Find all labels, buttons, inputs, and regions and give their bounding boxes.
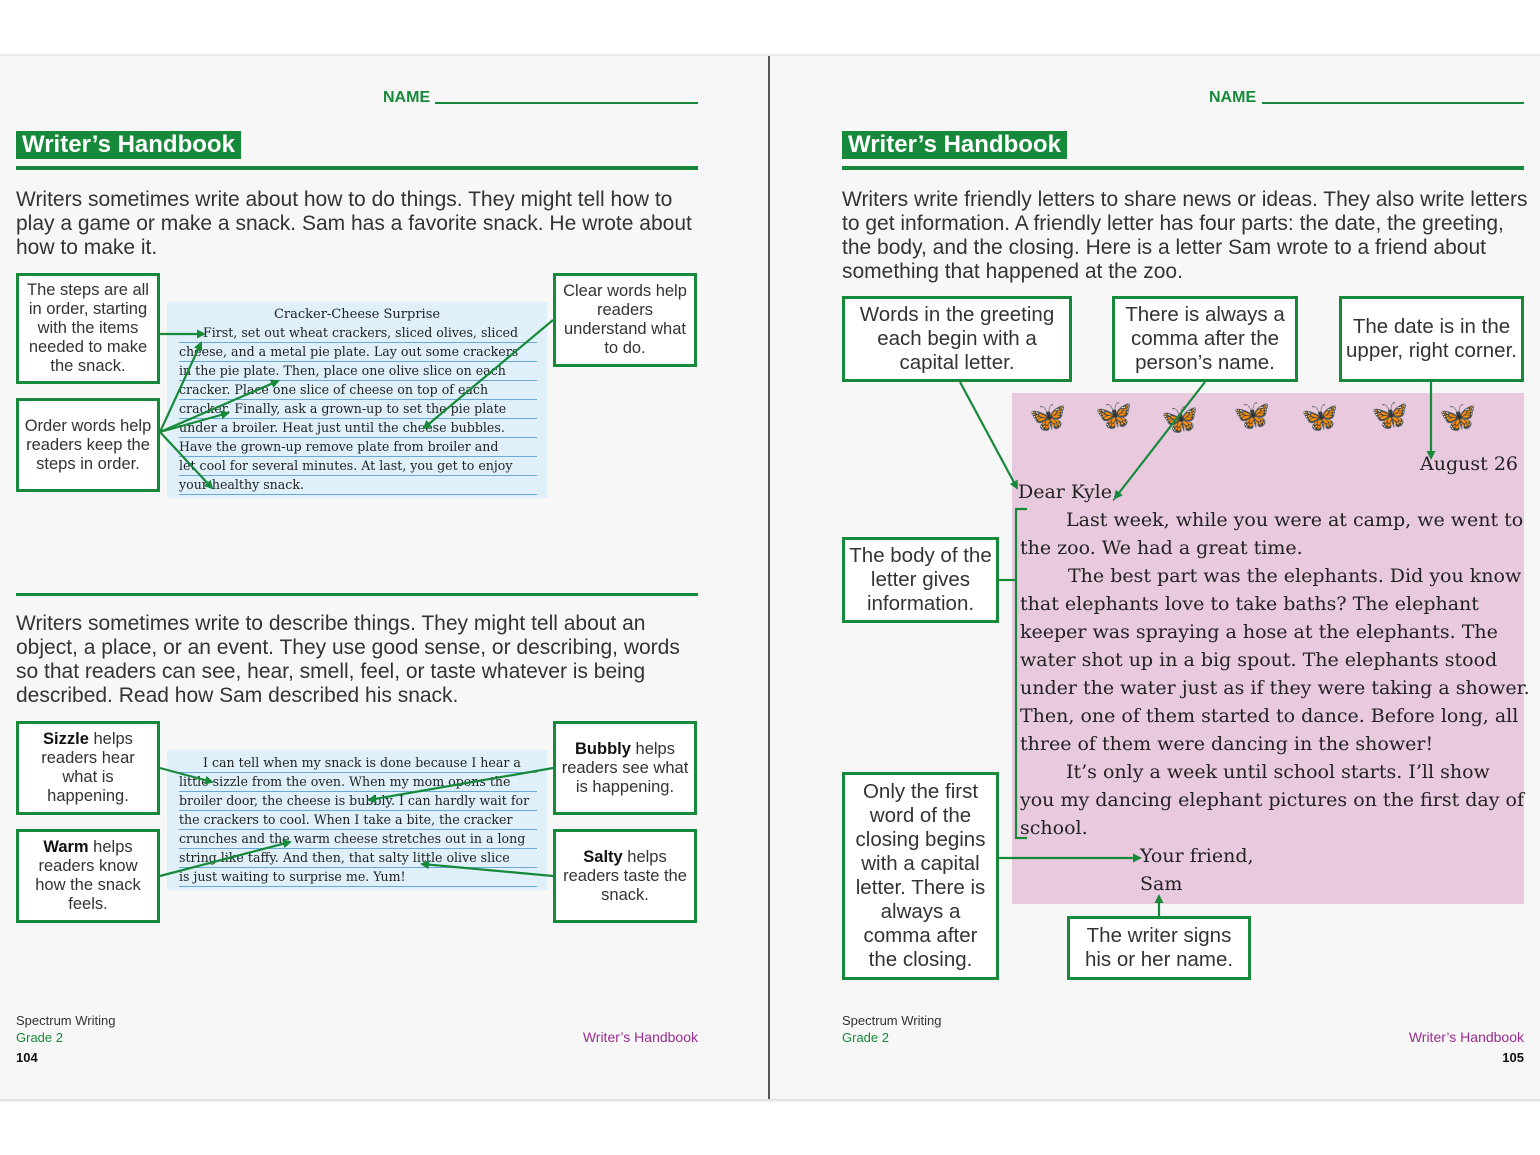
callout-keyword: Bubbly [575, 739, 631, 758]
callout-text: helps readers hear what is happening. [41, 730, 135, 805]
section-rule [16, 166, 698, 170]
callout-greeting: Words in the greeting each begin with a capital letter. [842, 296, 1072, 382]
snack-line: your healthy snack. [179, 476, 537, 495]
letter-body-line: the zoo. We had a great time. [1020, 537, 1303, 559]
footer-grade: Grade 2 [842, 1030, 889, 1045]
name-label: NAME [383, 89, 431, 106]
page-number: 105 [1502, 1050, 1524, 1065]
letter-body-line: that elephants love to take baths? The elephant [1020, 593, 1479, 615]
describe-intro: Writers sometimes write to describe things. They might tell about an object, a place, or an event. They use good sense, or describing, words so that readers can see, hear, smell, feel, or taste whatever is being described. Read how Sam described his snack. [16, 612, 680, 707]
snack-line: let cool for several minutes. At last, you get to enjoy [179, 457, 537, 476]
callout-keyword: Sizzle [43, 730, 89, 748]
letter-body-line: water shot up in a big spout. The elephants stood [1020, 649, 1498, 671]
letter-body-line: It’s only a week until school starts. I’ll show [1066, 761, 1490, 783]
callout-closing: Only the first word of the closing begins with a capital letter. There is always a comma after the closing. [842, 772, 999, 980]
letter-date: August 26 [1420, 453, 1518, 475]
friendly-letter [1012, 393, 1530, 904]
letter-body-line: three of them were dancing in the shower! [1020, 733, 1434, 755]
callout-date: The date is in the upper, right corner. [1339, 296, 1524, 382]
callout-warm [16, 829, 160, 923]
letter-greeting: Dear Kyle, [1018, 481, 1119, 503]
callout-sizzle [16, 721, 160, 815]
describe-line: the crackers to cool. When I take a bite, the cracker [179, 811, 537, 830]
butterfly-icon: 🦋 [1301, 401, 1339, 434]
section-banner: Writer’s Handbook [842, 131, 1067, 159]
describe-line: I can tell when my snack is done because I hear a [179, 754, 537, 773]
letter-body-line: you my dancing elephant pictures on the first day of [1020, 789, 1524, 811]
callout-body: The body of the letter gives information. [842, 537, 999, 623]
letter-body-line: school. [1020, 817, 1088, 839]
letter-intro: Writers write friendly letters to share news or ideas. They also write letters to get information. A friendly letter has four parts: the date, the greeting, the body, and the closing. Here is a letter Sam wrote to a friend about something that happened at the zoo. [842, 188, 1528, 283]
callout-bubbly [553, 721, 697, 815]
letter-body-line: Then, one of them started to dance. Before long, all [1020, 705, 1519, 727]
footer-series: Spectrum Writing [842, 1013, 942, 1028]
butterfly-icon: 🦋 [1233, 399, 1271, 432]
callout-order-words: Order words help readers keep the steps in order. [16, 398, 160, 492]
callout-salty [553, 829, 697, 923]
butterfly-icon: 🦋 [1029, 401, 1067, 434]
describe-line: crunches and the warm cheese stretches out in a long [179, 830, 537, 849]
name-label: NAME [1209, 89, 1257, 106]
describe-line: is just waiting to surprise me. Yum! [179, 868, 537, 887]
butterfly-icon: 🦋 [1161, 403, 1199, 436]
callout-keyword: Salty [583, 847, 623, 866]
snack-line: cheese, and a metal pie plate. Lay out some crackers [179, 343, 537, 362]
snack-line: First, set out wheat crackers, sliced olives, sliced [179, 324, 537, 343]
callout-keyword: Warm [43, 838, 89, 856]
page-number: 104 [16, 1050, 38, 1065]
letter-body-line: under the water just as if they were taking a shower. [1020, 677, 1530, 699]
footer-series: Spectrum Writing [16, 1013, 116, 1028]
page-edge-bottom [0, 1099, 1540, 1103]
snack-line: Have the grown-up remove plate from broiler and [179, 438, 537, 457]
butterfly-icon: 🦋 [1095, 399, 1133, 432]
butterfly-icon: 🦋 [1439, 401, 1477, 434]
how-to-paper [167, 302, 547, 498]
callout-steps: The steps are all in order, starting with the items needed to make the snack. [16, 273, 160, 384]
section-divider [16, 593, 698, 596]
snack-line: cracker. Finally, ask a grown-up to set the pie plate [179, 400, 537, 419]
letter-body-line: The best part was the elephants. Did you know [1068, 565, 1522, 587]
how-to-intro: Writers sometimes write about how to do things. They might tell how to play a game or make a snack. Sam has a favorite snack. He wrote about how to make it. [16, 188, 692, 259]
snack-title: Cracker-Cheese Surprise [273, 307, 441, 322]
section-banner: Writer’s Handbook [16, 131, 241, 159]
footer-section: Writer’s Handbook [1408, 1029, 1524, 1045]
footer-grade: Grade 2 [16, 1030, 63, 1045]
name-line [1262, 102, 1524, 104]
letter-signature: Sam [1140, 873, 1183, 895]
describe-line: broiler door, the cheese is bubbly. I can hardly wait for [179, 792, 537, 811]
letter-body-line: Last week, while you were at camp, we went to [1066, 509, 1524, 531]
callout-text: helps readers taste the snack. [563, 847, 687, 904]
describe-paper [167, 750, 547, 890]
butterfly-icon: 🦋 [1371, 399, 1409, 432]
snack-line: cracker. Place one slice of cheese on top of each [179, 381, 537, 400]
snack-line: in the pie plate. Then, place one olive slice on each [179, 362, 537, 381]
footer-section: Writer’s Handbook [582, 1029, 698, 1045]
callout-text: helps readers know how the snack feels. [35, 838, 141, 913]
callout-comma: There is always a comma after the person’s name. [1112, 296, 1298, 382]
callout-text: helps readers see what is happening. [561, 739, 689, 796]
name-line [435, 102, 698, 104]
callout-signature: The writer signs his or her name. [1067, 916, 1251, 980]
letter-body-line: keeper was spraying a hose at the elephants. The [1020, 621, 1498, 643]
letter-closing: Your friend, [1140, 845, 1254, 867]
butterfly-border [1025, 398, 1495, 440]
describe-line: little sizzle from the oven. When my mom opens the [179, 773, 537, 792]
section-rule [842, 166, 1524, 170]
callout-clear-words: Clear words help readers understand what to do. [553, 273, 697, 367]
snack-line: under a broiler. Heat just until the cheese bubbles. [179, 419, 537, 438]
describe-line: string like taffy. And then, that salty little olive slice [179, 849, 537, 868]
